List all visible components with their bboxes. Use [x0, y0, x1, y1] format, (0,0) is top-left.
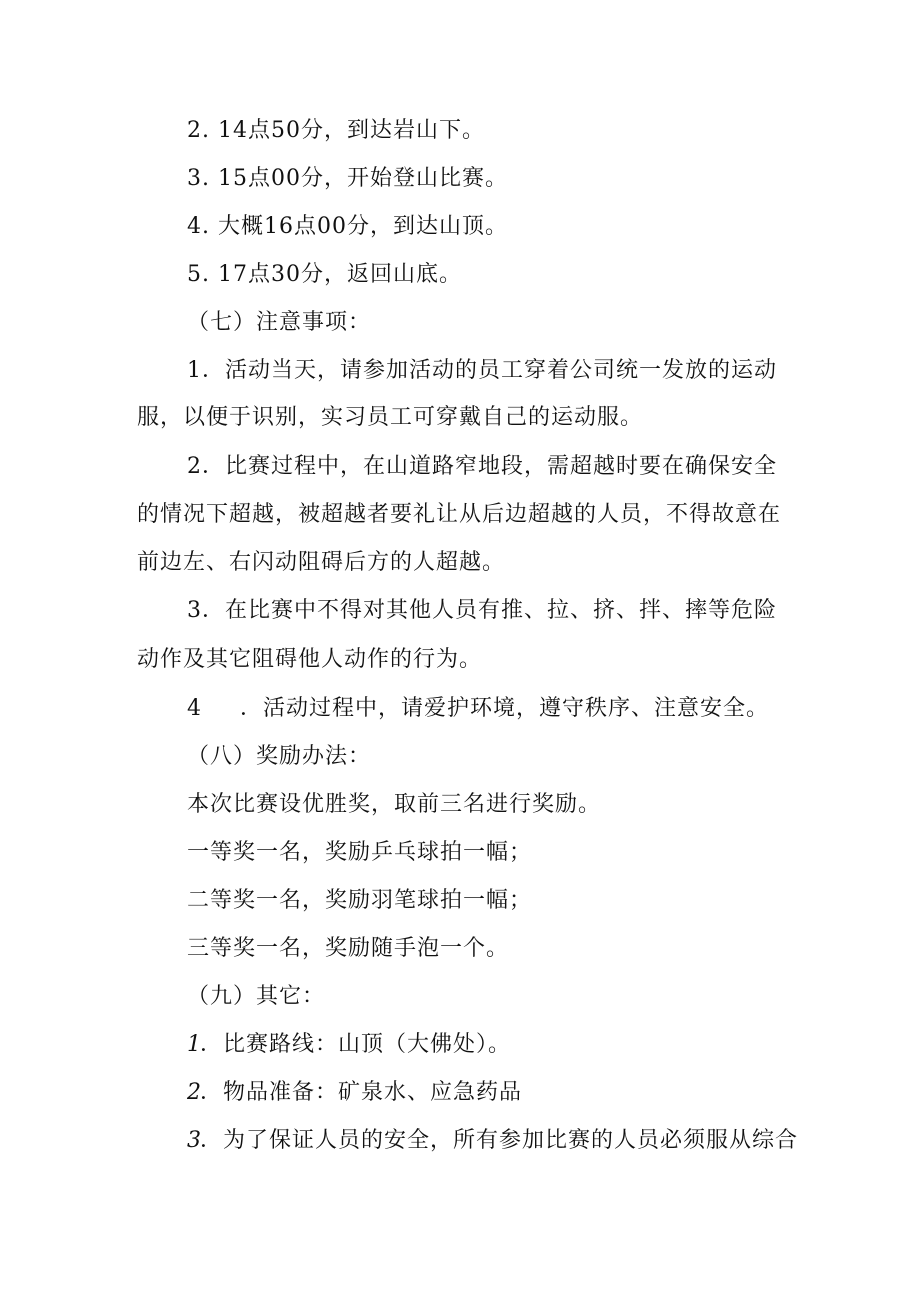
reward-third: 三等奖一名，奖励随手泡一个。 — [187, 936, 510, 961]
note-2-line-3: 前边左、右闪动阻碍后方的人超越。 — [137, 550, 506, 575]
other-1-number: 1 — [187, 1032, 202, 1057]
reward-first: 一等奖一名，奖励乒乓球拍一幅； — [187, 840, 533, 865]
other-2-number: 2 — [187, 1080, 202, 1105]
note-3-line-1: 3．在比赛中不得对其他人员有推、拉、挤、拌、摔等危险 — [187, 598, 777, 623]
notes-heading: （七）注意事项： — [187, 310, 372, 335]
rewards-heading: （八）奖励办法： — [187, 744, 372, 769]
other-3-number: 3 — [187, 1128, 202, 1153]
note-1-line-1: 1．活动当天，请参加活动的员工穿着公司统一发放的运动 — [187, 358, 777, 383]
note-3-line-2: 动作及其它阻碍他人动作的行为。 — [137, 647, 483, 672]
rewards-intro: 本次比赛设优胜奖，取前三名进行奖励。 — [187, 792, 602, 817]
note-2-line-1: 2．比赛过程中，在山道路窄地段，需超越时要在确保安全 — [187, 454, 777, 479]
note-1-line-2: 服，以便于识别，实习员工可穿戴自己的运动服。 — [137, 405, 644, 430]
other-3-text: ．为了保证人员的安全，所有参加比赛的人员必须服从综合 — [200, 1128, 799, 1153]
reward-second: 二等奖一名，奖励羽笔球拍一幅； — [187, 888, 533, 913]
other-2-text: ．物品准备：矿泉水、应急药品 — [200, 1080, 523, 1105]
note-4-number: 4 — [187, 696, 202, 721]
schedule-item-3: 3. 15点00分，开始登山比赛。 — [187, 166, 508, 191]
schedule-item-5: 5. 17点30分，返回山底。 — [187, 262, 462, 287]
schedule-item-4: 4. 大概16点00分，到达山顶。 — [187, 214, 508, 239]
note-2-line-2: 的情况下超越，被超越者要礼让从后边超越的人员，不得故意在 — [137, 502, 782, 527]
schedule-item-2: 2. 14点50分，到达岩山下。 — [187, 118, 485, 143]
other-heading: （九）其它： — [187, 984, 326, 1009]
other-1-text: ．比赛路线：山顶（大佛处）。 — [200, 1032, 512, 1057]
note-4-text: ．活动过程中，请爱护环境，遵守秩序、注意安全。 — [240, 696, 770, 721]
